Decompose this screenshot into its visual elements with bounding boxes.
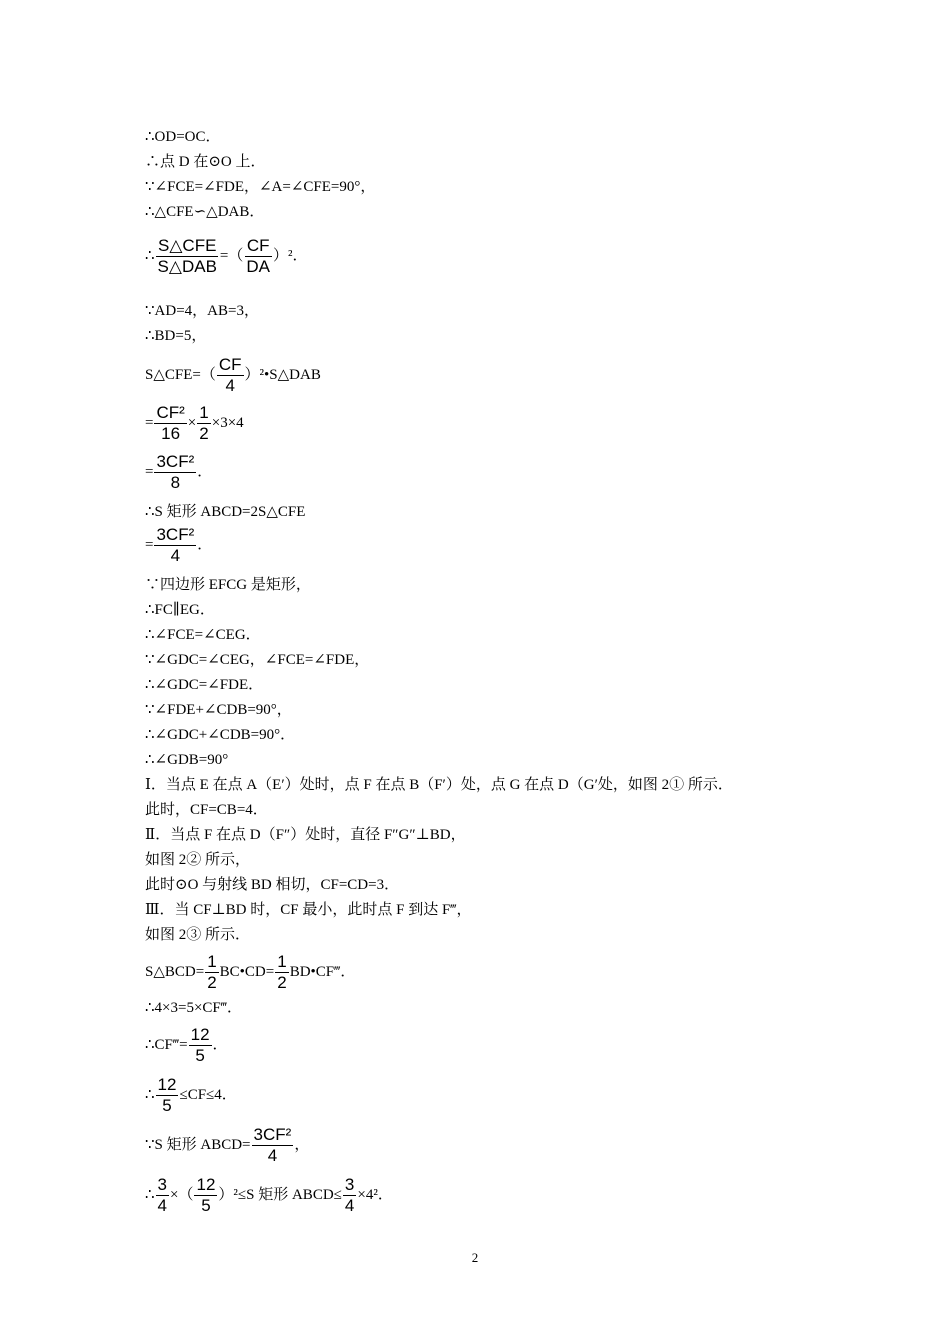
fraction (197, 403, 210, 444)
line-s-rect: ∴S 矩形 ABCD=2S△CFE (145, 504, 306, 520)
text: ）²•S△DAB (244, 366, 321, 383)
text: ×4²． (357, 1186, 393, 1203)
text: ， (294, 1136, 310, 1153)
denominator: 4 (157, 1196, 168, 1215)
text: ∴CF‴= (145, 1036, 188, 1053)
fraction (154, 525, 196, 566)
line-bd: ∴BD=5， (145, 328, 207, 344)
denominator: 2 (199, 424, 209, 443)
text: ∴ (145, 247, 155, 264)
line-case-2-figure: 如图 2② 所示， (145, 852, 251, 868)
denominator: 16 (161, 424, 181, 443)
line-angle-gdb: ∴∠GDB=90° (145, 752, 229, 768)
text: =（ (219, 247, 244, 264)
fraction (343, 1175, 356, 1216)
denominator: 4 (225, 376, 235, 395)
fraction (189, 1025, 212, 1066)
denominator: 4 (267, 1146, 278, 1165)
numerator: CF (246, 236, 270, 255)
numerator: 3 (157, 1175, 168, 1194)
line-angle-fde-cdb: ∵∠FDE+∠CDB=90°， (145, 702, 292, 718)
text: ． (212, 1036, 228, 1053)
numerator: 3CF² (253, 1125, 292, 1144)
numerator: 12 (196, 1175, 216, 1194)
line-area-ratio (145, 236, 308, 277)
numerator: 3CF² (156, 452, 195, 471)
denominator: 2 (207, 973, 217, 992)
text: S△BCD= (145, 963, 205, 980)
line-calc-1 (145, 403, 244, 444)
text: ∴ (145, 1086, 155, 1103)
numerator: 3CF² (156, 525, 195, 544)
fraction (156, 236, 219, 277)
line-angle-equal: ∵∠FCE=∠FDE，∠A=∠CFE=90°， (145, 179, 376, 195)
fraction (154, 403, 186, 444)
text: S△CFE=（ (145, 366, 216, 383)
text: = (145, 463, 154, 480)
text: ≤CF≤4． (179, 1086, 237, 1103)
line-cf-min (145, 1025, 228, 1066)
denominator: S△DAB (157, 257, 217, 276)
line-point-d-on-circle: ∴点 D 在⊙O 上． (145, 154, 266, 170)
text: BC•CD= (219, 963, 275, 980)
fraction (156, 1175, 169, 1216)
text: ×（ (170, 1186, 194, 1203)
text: ）²≤S 矩形 ABCD≤ (218, 1186, 342, 1203)
fraction (194, 1175, 217, 1216)
line-cf-range (145, 1075, 237, 1116)
fraction (244, 236, 272, 277)
page-number: 2 (471, 1250, 479, 1265)
fraction (156, 1075, 179, 1116)
denominator: 4 (170, 546, 181, 565)
line-case-2-result: 此时⊙O 与射线 BD 相切，CF=CD=3． (145, 877, 400, 893)
numerator: CF (218, 355, 242, 374)
line-ad-ab: ∵AD=4，AB=3， (145, 303, 259, 319)
text: ∴ (145, 1186, 155, 1203)
text: ． (197, 463, 213, 480)
numerator: 3 (344, 1175, 355, 1194)
numerator: CF² (156, 403, 185, 422)
line-similar-triangles: ∴△CFE∽△DAB． (145, 204, 265, 220)
line-calc-3 (145, 525, 212, 566)
line-s-cfe (145, 355, 321, 396)
text: = (145, 536, 154, 553)
line-angle-gdc: ∵∠GDC=∠CEG，∠FCE=∠FDE， (145, 652, 370, 668)
numerator: 1 (207, 952, 217, 971)
denominator: 5 (162, 1096, 172, 1115)
fraction (205, 952, 218, 993)
denominator: 8 (170, 473, 181, 492)
line-parallel: ∴FC∥EG． (145, 602, 215, 618)
line-s-rect-formula (145, 1125, 309, 1166)
line-case-3-figure: 如图 2③ 所示． (145, 927, 251, 943)
numerator: 1 (199, 403, 209, 422)
denominator: 5 (195, 1046, 205, 1065)
line-angle-gdc-fde: ∴∠GDC=∠FDE． (145, 677, 264, 693)
fraction (217, 355, 244, 396)
fraction (275, 952, 288, 993)
text: × (187, 414, 197, 431)
denominator: 4 (344, 1196, 355, 1215)
denominator: 5 (201, 1196, 211, 1215)
line-case-3: Ⅲ．当 CF⊥BD 时，CF 最小，此时点 F 到达 F‴， (145, 902, 472, 918)
text: BD•CF‴． (289, 963, 356, 980)
line-calc-2 (145, 452, 212, 493)
numerator: 12 (157, 1075, 177, 1094)
fraction (154, 452, 196, 493)
line-od-oc: ∴OD=OC． (145, 129, 221, 145)
numerator: 12 (190, 1025, 210, 1044)
denominator: DA (246, 257, 271, 276)
line-final-range (145, 1175, 393, 1216)
line-case-1: Ⅰ．当点 E 在点 A（E′）处时，点 F 在点 B（F′）处，点 G 在点 D（G′处，如图 2① 所示． (145, 777, 733, 793)
line-s-bcd (145, 952, 355, 993)
line-rectangle: ∵四边形 EFCG 是矩形， (145, 577, 311, 593)
fraction (252, 1125, 294, 1166)
numerator: 1 (277, 952, 287, 971)
text: ）²． (273, 247, 308, 264)
text: ∵S 矩形 ABCD= (145, 1136, 251, 1153)
denominator: 2 (277, 973, 287, 992)
numerator: S△CFE (158, 236, 217, 255)
line-case-2: Ⅱ．当点 F 在点 D（F″）处时，直径 F″G″⊥BD， (145, 827, 466, 843)
line-product: ∴4×3=5×CF‴． (145, 1000, 243, 1016)
line-case-1-result: 此时，CF=CB=4． (145, 802, 268, 818)
text: ×3×4 (211, 414, 244, 431)
text: = (145, 414, 154, 431)
text: ． (197, 536, 213, 553)
line-angle-fce-ceg: ∴∠FCE=∠CEG． (145, 627, 261, 643)
line-angle-gdc-cdb: ∴∠GDC+∠CDB=90°． (145, 727, 296, 743)
